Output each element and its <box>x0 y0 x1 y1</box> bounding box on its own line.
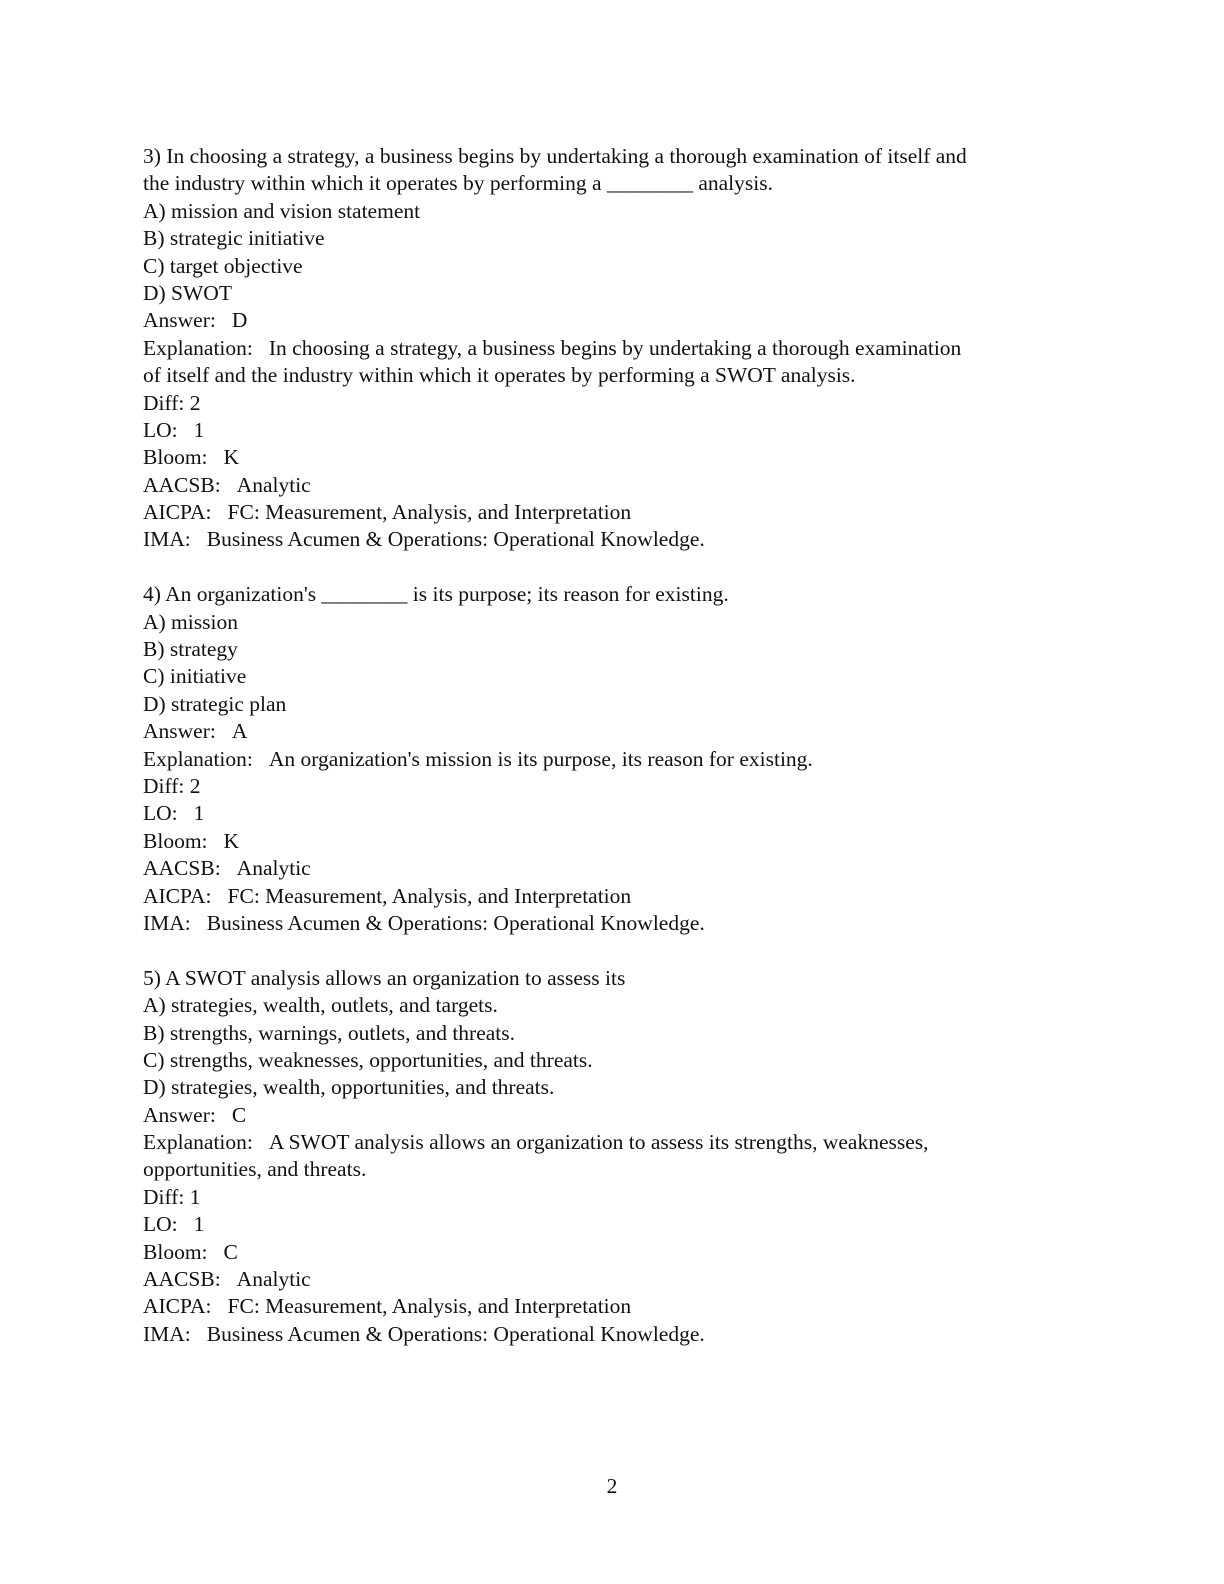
explanation <box>143 1156 1103 1183</box>
ima-value: Business Acumen & Operations: Operational Knowledge. <box>206 1321 705 1346</box>
ima <box>143 1321 1103 1348</box>
bloom <box>143 1239 1103 1266</box>
learning-objective-value: 1 <box>193 417 205 442</box>
answer-option: D) strategies, wealth, opportunities, and threats. <box>143 1075 555 1100</box>
answer-value: D <box>231 308 248 333</box>
aicpa <box>143 499 1103 526</box>
answer-label: Answer: <box>143 719 216 744</box>
explanation <box>143 362 1103 389</box>
learning-objective <box>143 800 1103 827</box>
learning-objective-label: LO: <box>143 1212 178 1237</box>
aacsb <box>143 1266 1103 1293</box>
ima-value: Business Acumen & Operations: Operational Knowledge. <box>206 527 705 552</box>
bloom <box>143 444 1103 471</box>
answer-option: B) strengths, warnings, outlets, and threats. <box>143 1020 516 1045</box>
question-block <box>143 581 1103 937</box>
aacsb-label: AACSB: <box>143 1267 221 1292</box>
answer-option: A) strategies, wealth, outlets, and targets. <box>143 993 498 1018</box>
ima <box>143 526 1103 553</box>
aacsb-value: Analytic <box>236 856 311 881</box>
aacsb-value: Analytic <box>236 472 311 497</box>
answer-option: C) initiative <box>143 664 247 689</box>
aacsb-value: Analytic <box>236 1267 311 1292</box>
bloom-label: Bloom: <box>143 828 208 853</box>
ima <box>143 910 1103 937</box>
learning-objective-label: LO: <box>143 417 178 442</box>
page-content <box>143 143 1103 1376</box>
aicpa-label: AICPA: <box>143 883 212 908</box>
answer-label: Answer: <box>143 1102 216 1127</box>
explanation-label: Explanation: <box>143 1130 253 1155</box>
ima-label: IMA: <box>143 910 191 935</box>
aacsb <box>143 472 1103 499</box>
explanation-text: A SWOT analysis allows an organization to assess its strengths, weaknesses, <box>268 1130 929 1155</box>
answer-label: Answer: <box>143 308 216 333</box>
answer <box>143 718 1103 745</box>
aicpa-value: FC: Measurement, Analysis, and Interpretation <box>227 1294 632 1319</box>
learning-objective-value: 1 <box>193 801 205 826</box>
question-stem: 3) In choosing a strategy, a business begins by undertaking a thorough examination of itself and <box>143 144 967 168</box>
answer <box>143 307 1103 334</box>
page-number: 2 <box>606 1474 618 1498</box>
bloom-value: K <box>223 828 240 853</box>
answer-option: C) strengths, weaknesses, opportunities, and threats. <box>143 1047 593 1072</box>
explanation-label: Explanation: <box>143 746 253 771</box>
question-stem: the industry within which it operates by performing a ________ analysis. <box>143 171 773 196</box>
learning-objective <box>143 1211 1103 1238</box>
aicpa <box>143 1293 1103 1320</box>
question-block <box>143 143 1103 554</box>
aicpa-value: FC: Measurement, Analysis, and Interpretation <box>227 883 632 908</box>
answer-option: A) mission and vision statement <box>143 198 421 223</box>
aicpa-value: FC: Measurement, Analysis, and Interpretation <box>227 500 632 525</box>
explanation-text: opportunities, and threats. <box>143 1157 367 1182</box>
answer-value: A <box>231 719 248 744</box>
learning-objective-value: 1 <box>193 1212 205 1237</box>
explanation <box>143 746 1103 773</box>
explanation-text: of itself and the industry within which it operates by performing a SWOT analysis. <box>143 363 856 388</box>
bloom <box>143 828 1103 855</box>
aacsb <box>143 855 1103 882</box>
answer-option: D) strategic plan <box>143 691 287 716</box>
question-block <box>143 965 1103 1348</box>
learning-objective <box>143 417 1103 444</box>
ima-value: Business Acumen & Operations: Operational Knowledge. <box>206 910 705 935</box>
ima-label: IMA: <box>143 1321 191 1346</box>
explanation-label: Explanation: <box>143 335 253 360</box>
bloom-value: K <box>223 445 240 470</box>
answer-value: C <box>231 1102 247 1127</box>
difficulty: Diff: 2 <box>143 773 201 798</box>
answer-option: B) strategy <box>143 637 238 662</box>
explanation <box>143 1129 1103 1156</box>
ima-label: IMA: <box>143 527 191 552</box>
aicpa-label: AICPA: <box>143 500 212 525</box>
aacsb-label: AACSB: <box>143 856 221 881</box>
bloom-value: C <box>223 1239 238 1264</box>
answer-option: A) mission <box>143 609 238 634</box>
aicpa <box>143 883 1103 910</box>
answer <box>143 1102 1103 1129</box>
learning-objective-label: LO: <box>143 801 178 826</box>
answer-option: B) strategic initiative <box>143 226 325 251</box>
difficulty: Diff: 1 <box>143 1184 201 1209</box>
difficulty: Diff: 2 <box>143 390 201 415</box>
question-stem: 4) An organization's ________ is its purpose; its reason for existing. <box>143 582 729 607</box>
question-stem: 5) A SWOT analysis allows an organization to assess its <box>143 965 626 990</box>
answer-option: C) target objective <box>143 253 303 278</box>
bloom-label: Bloom: <box>143 445 208 470</box>
aacsb-label: AACSB: <box>143 472 221 497</box>
answer-option: D) SWOT <box>143 280 232 305</box>
bloom-label: Bloom: <box>143 1239 208 1264</box>
explanation <box>143 335 1103 362</box>
aicpa-label: AICPA: <box>143 1294 212 1319</box>
explanation-text: In choosing a strategy, a business begins by undertaking a thorough examination <box>268 335 962 360</box>
explanation-text: An organization's mission is its purpose, its reason for existing. <box>268 746 813 771</box>
